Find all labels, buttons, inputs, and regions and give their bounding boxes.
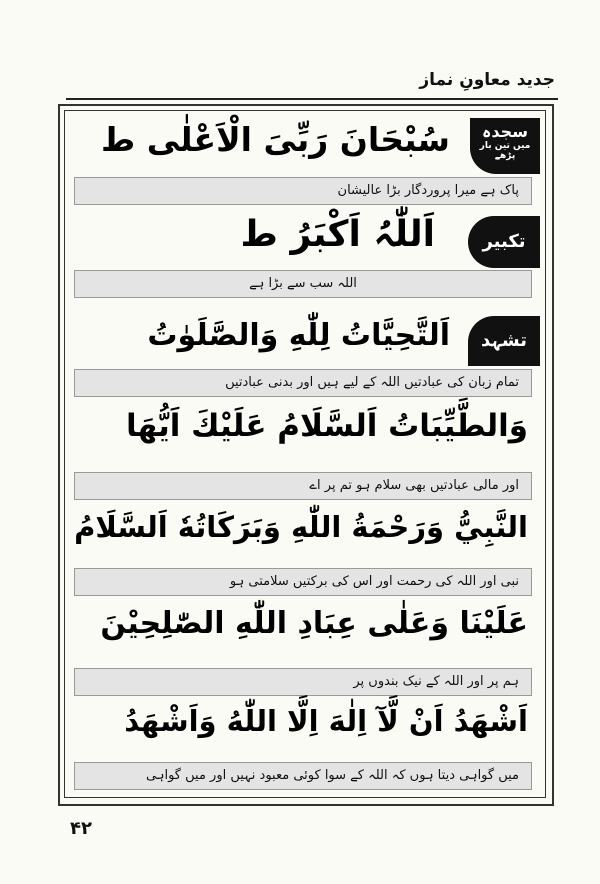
tab-sajda-note: میں تین بار پڑھے (479, 141, 531, 161)
arabic-line-4: وَالطَّيِّبَاتُ اَلسَّلَامُ عَلَيْكَ اَيُّهَا (125, 408, 528, 444)
arabic-line-3: اَلتَّحِيَّاتُ لِلّٰهِ وَالصَّلَوٰتُ (147, 318, 450, 353)
translation-line-6: ہم پر اور اللہ کے نیک بندوں پر (74, 668, 532, 696)
arabic-line-2: اَللّٰہُ اَکْبَرُ ط (240, 214, 435, 255)
tab-takbeer: تکبیر (468, 216, 540, 268)
tab-sajda-label: سجدہ (482, 122, 528, 141)
translation-line-5: نبی اور اللہ کی رحمت اور اس کی برکتیں سلامتی ہو (74, 568, 532, 596)
arabic-line-5: النَّبِيُّ وَرَحْمَةُ اللّٰهِ وَبَرَكَاتُهٗ اَلسَّلَامُ (74, 510, 528, 544)
arabic-line-6: عَلَيْنَا وَعَلٰی عِبَادِ اللّٰهِ الصّٰلِحِيْنَ (100, 606, 528, 641)
page-number: ۴۲ (70, 818, 92, 839)
arabic-line-1: سُبْحَانَ رَبِّیَ الْاَعْلٰی ط (100, 120, 450, 159)
translation-line-2: اللہ سب سے بڑا ہے (74, 270, 532, 298)
header-rule (66, 98, 558, 100)
translation-line-7: میں گواہی دیتا ہوں کہ اللہ کے سوا کوئی معبود نہیں اور میں گواہی (74, 762, 532, 790)
tab-tashahhud: تشہد (468, 316, 540, 366)
page-header-title: جدید معاونِ نماز (419, 70, 555, 90)
tab-sajda (470, 118, 540, 174)
translation-line-3: تمام زبان کی عبادتیں اللہ کے لیے ہیں اور بدنی عبادتیں (74, 369, 532, 397)
translation-line-1: پاک ہے میرا پروردگار بڑا عالیشان (74, 177, 532, 205)
translation-line-4: اور مالی عبادتیں بھی سلام ہو تم پر اے (74, 472, 532, 500)
arabic-line-7: اَشْهَدُ اَنْ لَّآ اِلٰهَ اِلَّا اللّٰهُ وَاَشْهَدُ (124, 704, 528, 738)
